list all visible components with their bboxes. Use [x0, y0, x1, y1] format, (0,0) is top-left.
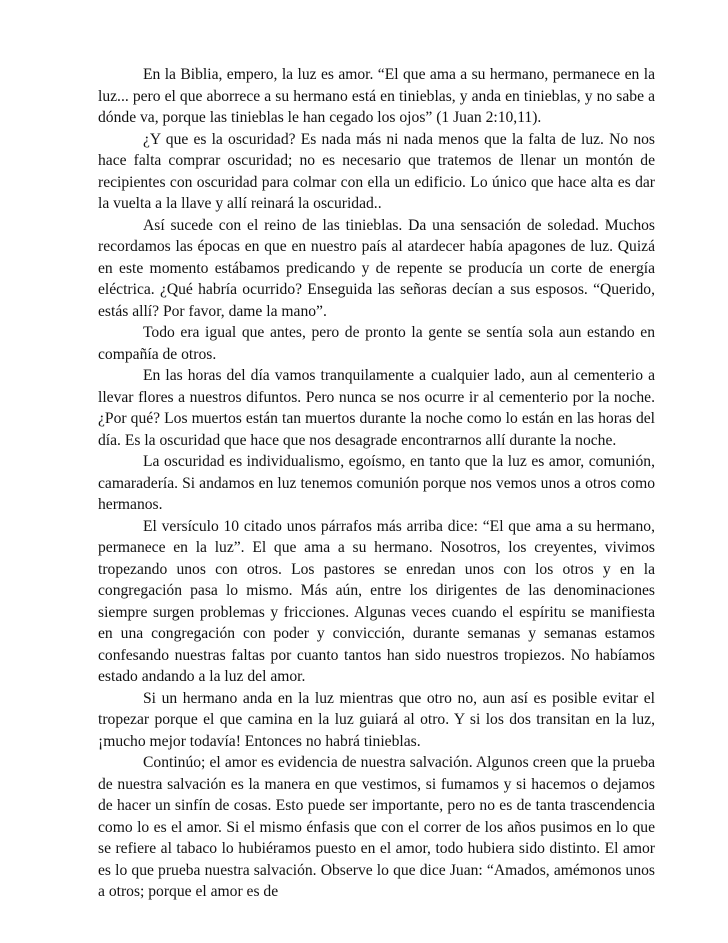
paragraph: En las horas del día vamos tranquilamente a cualquier lado, aun al cementerio a llevar flores a nuestros difuntos. Pero nunca se nos ocurre ir al cementerio por la noche.¿Por qué? Los muertos están tan muertos durante la noche como lo están en las horas del día. Es la oscuridad que hace que nos desagrade encontrarnos allí durante la noche. [98, 367, 655, 449]
paragraph: Si un hermano anda en la luz mientras que otro no, aun así es posible evitar el tropezar porque el que camina en la luz guiará al otro. Y si los dos transitan en la luz, ¡mucho mejor todavía! Entonces no habrá tinieblas. [98, 689, 655, 750]
paragraph: En la Biblia, empero, la luz es amor. “El que ama a su hermano, permanece en la luz... pero el que aborrece a su hermano está en tinieblas, y anda en tinieblas, y no sabe a dónde va, porque las tinieblas le han cegado los ojos” (1 Juan 2:10,11). [98, 66, 655, 126]
paragraph: ¿Y que es la oscuridad? Es nada más ni nada menos que la falta de luz. No nos hace falta comprar oscuridad; no es necesario que tratemos de llenar un montón de recipientes con oscuridad para colmar con ella un edificio. Lo único que hace alta es dar la vuelta a la llave y allí reinará la oscuridad.. [98, 130, 655, 212]
paragraph: La oscuridad es individualismo, egoísmo, en tanto que la luz es amor, comunión, camaradería. Si andamos en luz tenemos comunión porque nos vemos unos a otros como hermanos. [98, 453, 655, 513]
paragraph: Continúo; el amor es evidencia de nuestra salvación. Algunos creen que la prueba de nuestra salvación es la manera en que vestimos, si fumamos y si hacemos o dejamos de hacer un sinfín de cosas. Esto puede ser importante, pero no es de tanta trascendencia como lo es el amor. Si el mismo énfasis que con el correr de los años pusimos en lo que se refiere al tabaco lo hubiéramos puesto en el amor, todo hubiera sido distinto. El amor es lo que prueba nuestra salvación. Observe lo que dice Juan: “Amados, amémonos unos a otros; porque el amor es de [98, 754, 655, 900]
paragraph: Todo era igual que antes, pero de pronto la gente se sentía sola aun estando en compañía de otros. [98, 324, 655, 363]
paragraph: El versículo 10 citado unos párrafos más arriba dice: “El que ama a su hermano, permanece en la luz”. El que ama a su hermano. Nosotros, los creyentes, vivimos tropezando unos con otros. Los pastores se enredan unos con los otros y en la congregación pasa lo mismo. Más aún, entre los dirigentes de las denominaciones siempre surgen problemas y fricciones. Algunas veces cuando el espíritu se manifiesta en una congregación con poder y convicción, durante semanas y semanas estamos confesando nuestras faltas por cuanto tantos han sido nuestros tropiezos. No habíamos estado andando a la luz del amor. [98, 517, 655, 685]
paragraph: Así sucede con el reino de las tinieblas. Da una sensación de soledad. Muchos recordamos las épocas en que en nuestro país al atardecer había apagones de luz. Quizá en este momento estábamos predicando y de repente se producía un corte de energía eléctrica. ¿Qué habría ocurrido? Enseguida las señoras decían a sus esposos. “Querido, estás allí? Por favor, dame la mano”. [98, 216, 655, 320]
body-text [98, 64, 655, 903]
